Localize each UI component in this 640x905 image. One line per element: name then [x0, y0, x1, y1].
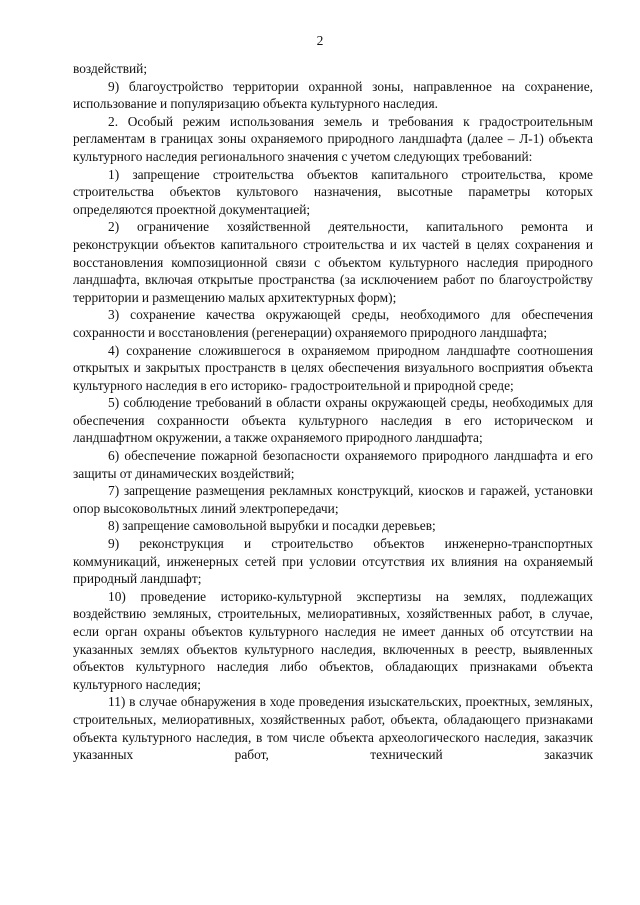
paragraph-item-6-fire-safety [73, 447, 593, 482]
paragraph-item-1-construction-ban [73, 166, 593, 219]
text-line: 8) запрещение самовольной вырубки и посадки деревьев; [108, 518, 436, 534]
text-line: 6) обеспечение пожарной безопасности охраняемого природного [108, 448, 489, 464]
text-line: наследия природного ландшафта, включая открытые пространства [73, 254, 593, 288]
text-line: 10) проведение историко-культурной экспертизы на землях, подлежащих [108, 588, 593, 604]
text-line: сохранения и восстановления композиционной связи с объектом культурного [73, 236, 593, 270]
text-line: на сохранение, использование и популяризацию объекта культурного наследия. [73, 78, 593, 112]
text-line: 2) ограничение хозяйственной деятельности, капитального ремонта и [108, 219, 593, 235]
text-line: установки опор высоковольтных линий электропередачи; [73, 483, 593, 516]
paragraph-item-8-tree-felling-ban [73, 517, 593, 535]
text-line: объекта культурного наследия регионального значения с учетом следующих [73, 131, 593, 164]
text-line: археологического наследия, заказчик указанных работ, технический заказчик [73, 729, 593, 763]
paragraph-item-4-open-spaces [73, 342, 593, 395]
page-number: 2 [316, 33, 324, 48]
text-line: требований: [462, 148, 533, 164]
text-line: 2. Особый режим использования земель и требования к градостроительным [108, 113, 593, 129]
document-body [73, 60, 593, 764]
paragraph-item-10-expertise [73, 588, 593, 694]
text-line: 9) благоустройство территории охранной зоны, направленное [108, 78, 492, 94]
paragraph-continuation [73, 60, 593, 78]
text-line: реконструкции объектов капитального строительства и их частей в целях [73, 236, 510, 252]
text-line: 9) реконструкция и строительство объектов инженерно-транспортных [108, 536, 593, 552]
text-line: регламентам в границах зоны охраняемого природного ландшафта (далее – Л-1) [73, 131, 544, 147]
paragraph-item-3-environment-quality [73, 306, 593, 341]
paragraph-item-9-infrastructure [73, 535, 593, 588]
text-line: 11) в случае обнаружения в ходе проведения изыскательских, проектных, [108, 694, 531, 710]
text-line: (за исключением работ по благоустройству территории и размещению малых [73, 272, 594, 305]
text-line: ландшафта и его защиты от динамических воздействий; [73, 448, 593, 481]
text-line: историческом и ландшафтном окружении, а также охраняемого природного [73, 412, 593, 446]
paragraph-item-9-landscaping [73, 78, 593, 113]
text-line: обладающего признаками объекта культурного наследия, в том числе объекта [73, 711, 593, 745]
text-line: об отсутствии на указанных землях объектов культурного наследия, [73, 624, 593, 657]
text-line: обеспечения сохранности и восстановления (регенерации) охраняемого [73, 307, 593, 340]
text-line: воздействию земляных, строительных, мелиоративных, хозяйственных работ, [73, 606, 533, 622]
paragraph-item-7-advertising-ban [73, 482, 593, 517]
text-line: воздействий; [73, 61, 148, 76]
text-line: 4) сохранение сложившегося в охраняемом природном ландшафте [108, 342, 511, 358]
text-line: земляных, строительных, мелиоративных, хозяйственных работ, объекта, [73, 694, 593, 727]
text-line: 7) запрещение размещения рекламных конструкций, киосков и гаражей, [108, 483, 530, 499]
text-line: объектов, обладающих признаками объекта культурного наследия; [73, 659, 593, 692]
text-line: включенных в реестр, выявленных объектов культурного наследия либо [73, 641, 593, 675]
text-line: в случае, если орган охраны объектов культурного наследия не имеет данных [73, 606, 593, 639]
text-line: 3) сохранение качества окружающей среды, необходимого для [108, 307, 511, 323]
text-line: 5) соблюдение требований в области охраны окружающей среды, [108, 395, 489, 411]
text-line: природного ландшафта; [410, 324, 548, 340]
text-line: кроме строительства объектов культового назначения, высотные параметры [73, 166, 593, 200]
text-line: которых определяются проектной документацией; [73, 184, 593, 217]
text-line: архитектурных форм); [268, 289, 397, 305]
text-line: ландшафта; [415, 430, 483, 446]
paragraph-item-2-activity-limits [73, 218, 593, 306]
paragraph-item-5-environmental-requirements [73, 394, 593, 447]
text-line: коммуникаций, инженерных сетей при условии отсутствия их влияния [73, 553, 498, 569]
text-line: необходимых для обеспечения сохранности объекта культурного наследия в его [73, 395, 593, 428]
paragraph-section-2-special-regime [73, 113, 593, 166]
text-line: 1) запрещение строительства объектов капитального строительства, [108, 166, 546, 182]
text-line: визуального восприятия объекта культурного наследия в его историко- [73, 360, 593, 393]
text-line: на охраняемый природный ландшафт; [73, 553, 594, 587]
paragraph-item-11-discovery [73, 693, 593, 763]
text-line: градостроительной и природной среде; [290, 377, 514, 393]
text-line: соотношения открытых и закрытых пространств в целях обеспечения [73, 342, 593, 376]
